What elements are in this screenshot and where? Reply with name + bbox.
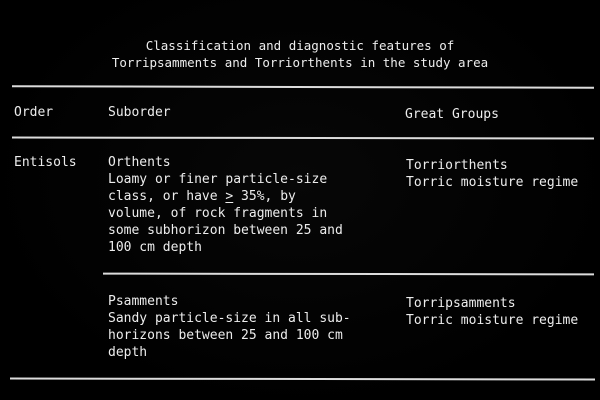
orthents-desc-line-5: 100 cm depth <box>108 240 202 255</box>
psamments-desc-line-2: horizons between 25 and 100 cm <box>108 328 343 343</box>
column-header-order: Order <box>14 105 54 120</box>
bottom-rule <box>10 377 595 380</box>
order-entisols: Entisols <box>14 155 77 170</box>
column-header-suborder: Suborder <box>108 105 171 120</box>
suborder-psamments-description <box>108 310 351 361</box>
suborder-orthents-description <box>108 171 343 256</box>
great-group-torripsamments-name: Torripsamments <box>406 296 516 311</box>
great-group-torriorthents-description: Torric moisture regime <box>406 175 579 190</box>
orthents-desc-line-4: some subhorizon between 25 and <box>108 223 343 238</box>
orthents-desc-line-3: volume, of rock fragments in <box>108 206 328 221</box>
orthents-desc-line-2b: 35%, by <box>233 189 296 204</box>
great-group-torripsamments-description: Torric moisture regime <box>406 313 579 328</box>
great-group-torriorthents-name: Torriorthents <box>406 158 508 173</box>
orthents-desc-line-1: Loamy or finer particle-size <box>108 172 328 187</box>
top-rule <box>12 85 594 89</box>
table-title-line-1: Classification and diagnostic features of <box>145 38 455 53</box>
table-title-line-2: Torripsamments and Torriorthents in the study area <box>111 55 489 70</box>
row-separator-rule <box>103 273 594 276</box>
psamments-desc-line-1: Sandy particle-size in all sub- <box>108 311 351 326</box>
column-header-great-groups: Great Groups <box>405 107 499 122</box>
suborder-psamments-name: Psamments <box>108 294 179 309</box>
header-rule <box>12 136 594 139</box>
psamments-desc-line-3: depth <box>108 345 148 360</box>
orthents-desc-line-2a: class, or have <box>108 189 226 204</box>
greater-or-equal-symbol: > <box>225 189 234 204</box>
suborder-orthents-name: Orthents <box>108 155 171 170</box>
